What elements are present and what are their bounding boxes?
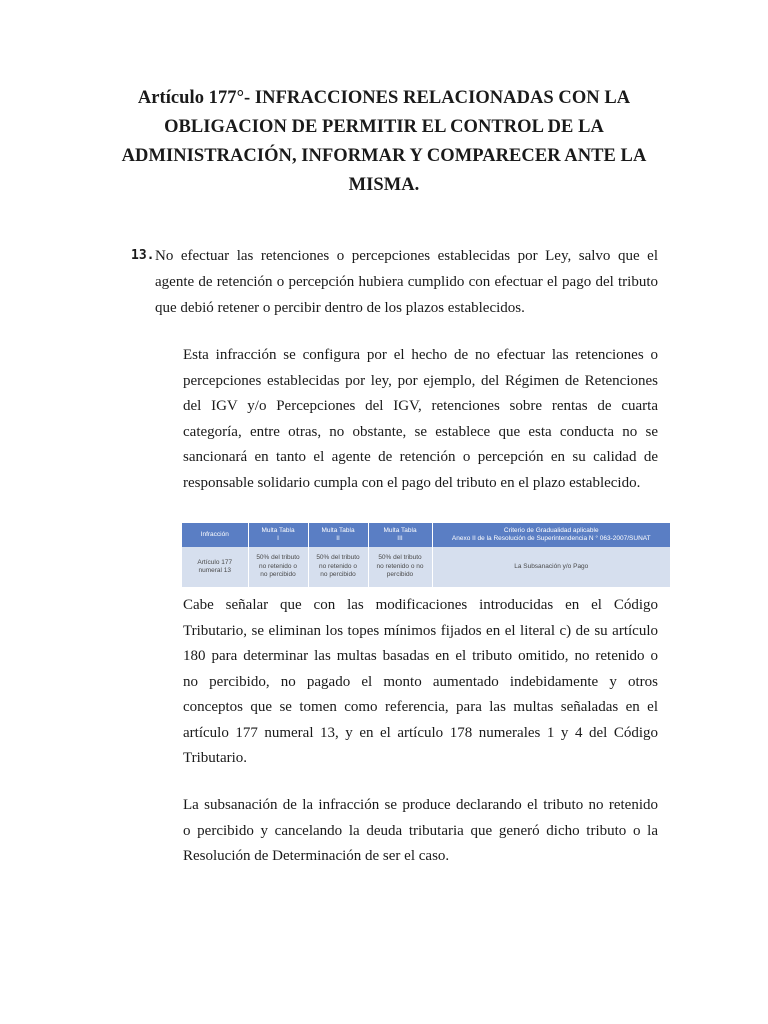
cell-multa-tabla-2: 50% del tributo no retenido o no percibido (308, 547, 368, 587)
item-text-line: agente de retención o percepción hubiera cumplido con efectuar el pago del tributo (155, 274, 658, 290)
cell-multa-tabla-3: 50% del tributo no retenido o no percibido (368, 547, 432, 587)
paragraph-line: o percibido y cancelando la deuda tributaria que generó dicho tributo o la (183, 822, 658, 839)
cell-multa-tabla-1: 50% del tributo no retenido o no percibido (248, 547, 308, 587)
header-criterio-gradualidad: Criterio de Gradualidad aplicable Anexo II de la Resolución de Superintendencia N ° 063-2007/SUNAT (432, 523, 670, 547)
header-multa-tabla-2: Multa Tabla II (308, 523, 368, 547)
paragraph-line: sancionará en tanto el agente de retención o percepción en su calidad de (183, 449, 658, 465)
item-first-line (131, 243, 658, 269)
paragraph-line: percepciones establecidas por ley, por ejemplo, del Régimen de Retenciones (183, 372, 658, 389)
paragraph-line: categoría, entre otras, no obstante, se establece que esta conducta no se (183, 423, 658, 440)
paragraph-subsanacion (183, 793, 658, 870)
paragraph-line: del IGV y/o Percepciones del IGV, retenciones sobre rentas de cuarta (183, 398, 658, 414)
paragraph-line: Tributario, se eliminan los topes mínimos fijados en el literal c) de su artículo (183, 622, 658, 639)
penalty-criteria-table (182, 523, 670, 587)
article-title (110, 84, 658, 200)
title-line: OBLIGACION DE PERMITIR EL CONTROL DE LA (164, 117, 604, 137)
title-line: MISMA. (348, 175, 420, 195)
paragraph-line: Tributario. (183, 750, 248, 766)
table-header-row (182, 523, 670, 547)
header-multa-tabla-1: Multa Tabla I (248, 523, 308, 547)
cell-infraccion: Artículo 177 numeral 13 (182, 547, 248, 587)
numbered-item-13 (131, 243, 658, 321)
item-text-line: que debió retener o percibir dentro de los plazos establecidos. (155, 300, 525, 316)
item-number: 13. (131, 248, 155, 263)
title-line: Artículo 177°- INFRACCIONES RELACIONADAS CON LA (137, 88, 631, 108)
paragraph-line: Esta infracción se configura por el hecho de no efectuar las retenciones o (183, 347, 658, 363)
table-row (182, 547, 670, 587)
paragraph-line: La subsanación de la infracción se produce declarando el tributo no retenido (183, 797, 658, 813)
title-line: ADMINISTRACIÓN, INFORMAR Y COMPARECER ANTE LA (121, 146, 647, 166)
cell-criterio-gradualidad: La Subsanación y/o Pago (432, 547, 670, 587)
paragraph-line: Resolución de Determinación de ser el caso. (183, 848, 450, 864)
header-infraccion: Infracción (182, 523, 248, 547)
header-multa-tabla-3: Multa Tabla III (368, 523, 432, 547)
paragraph-line: conceptos que se tomen como referencia, para las multas señaladas en el (183, 699, 658, 715)
paragraph-line: 180 para determinar las multas basadas en el tributo omitido, no retenido o (183, 648, 658, 664)
paragraph-modifications (183, 593, 658, 772)
item-text-line: No efectuar las retenciones o percepciones establecidas por Ley, salvo que el (155, 248, 658, 264)
paragraph-line: Cabe señalar que con las modificaciones introducidas en el Código (183, 597, 658, 613)
paragraph-line: artículo 177 numeral 13, y en el artículo 178 numerales 1 y 4 del Código (183, 724, 658, 741)
paragraph-line: no percibido, no pagado el monto aumentado indebidamente y otros (183, 673, 658, 690)
paragraph-line: responsable solidario cumpla con el pago del tributo en el plazo establecido. (183, 474, 641, 491)
paragraph-infraction-description (183, 343, 658, 496)
